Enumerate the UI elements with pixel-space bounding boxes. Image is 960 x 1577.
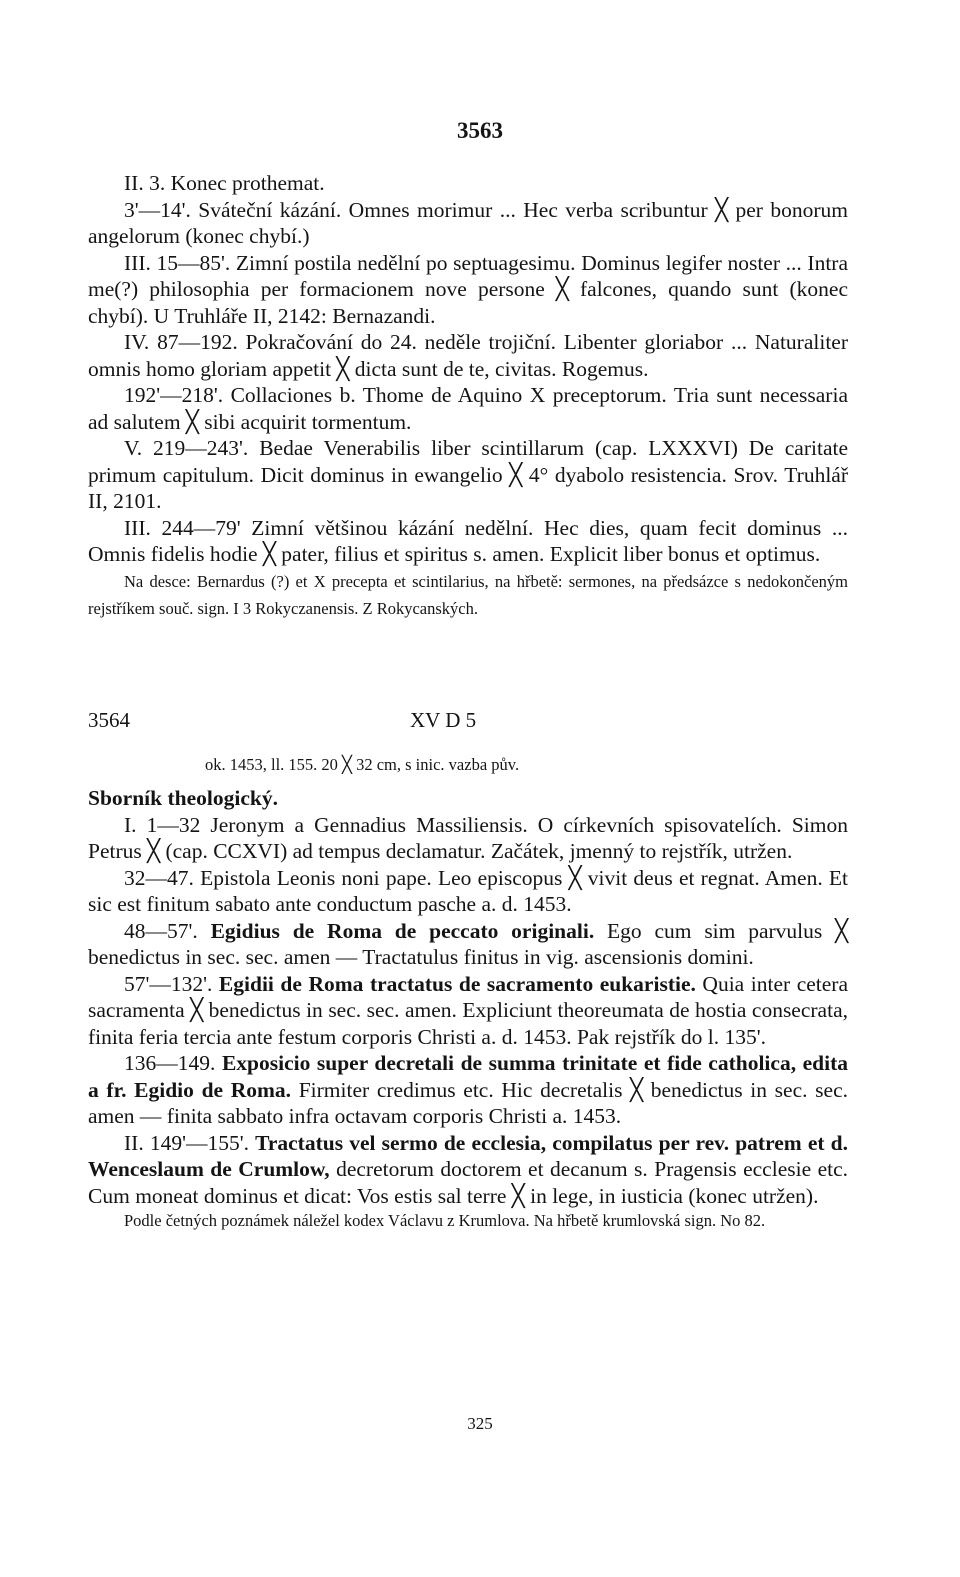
shelfmark: XV D 5 bbox=[410, 708, 477, 732]
folio-range: 136—149. bbox=[124, 1051, 216, 1075]
physical-description: ok. 1453, ll. 155. 20 ╳ 32 cm, s inic. vazba pův. bbox=[205, 755, 520, 774]
entry-header bbox=[88, 708, 848, 738]
incipit-explicit: Firmiter credimus etc. Hic decretalis ╳ benedictus in sec. sec. amen — finita sabbato infra octavam corporis Christi a. 1453. bbox=[88, 1077, 848, 1128]
text-line: III. 15—85'. Zimní postila nedělní po septuagesimu. Dominus legifer noster ... Intra me(?) philosophia per formacionem nove persone ╳ falcones, quando sunt (konec chybí). U Truhláře II, 2142: Bernazandi. bbox=[88, 250, 848, 328]
catalog-entry-3563-continuation bbox=[88, 170, 848, 622]
text-line: 3'—14'. Sváteční kázání. Omnes morimur ... Hec verba scribuntur ╳ per bonorum angelorum (konec chybí.) bbox=[88, 197, 848, 248]
text-line: V. 219—243'. Bedae Venerabilis liber scintillarum (cap. LXXXVI) De caritate primum capitulum. Dicit dominus in ewangelio ╳ 4° dyabolo resistencia. Srov. Truhlář II, 2101. bbox=[88, 436, 848, 513]
work-title: Egidii de Roma tractatus de sacramento eukaristie. bbox=[218, 971, 696, 996]
text-line: 32—47. Epistola Leonis noni pape. Leo episcopus ╳ vivit deus et regnat. Amen. Et sic est finitum sabato ante conductum pasche a. d. 1453. bbox=[88, 865, 848, 916]
text-line: IV. 87—192. Pokračování do 24. neděle trojiční. Libenter gloriabor ... Naturaliter omnis homo gloriam appetit ╳ dicta sunt de te, civitas. Rogemus. bbox=[88, 330, 848, 381]
text-line bbox=[88, 1130, 848, 1210]
work-title: Egidius de Roma de peccato originali. bbox=[210, 918, 595, 943]
incipit-explicit: Ego cum sim parvulus ╳ benedictus in sec. sec. amen — Tractatulus finitus in vig. ascensionis domini. bbox=[88, 918, 849, 969]
incipit-explicit: Quia inter cetera sacramenta ╳ benedictus in sec. sec. amen. Expliciunt theoreumata de hostia consecrata, finita feria tercia ante festum corporis Christi a. d. 1453. Pak rejstřík do l. 135'. bbox=[88, 971, 848, 1049]
text-line bbox=[88, 918, 848, 971]
folio-range: 57'—132'. bbox=[124, 971, 213, 996]
work-title: Exposicio super decretali de summa trinitate et fide catholica, edita a fr. Egidio de Roma. bbox=[88, 1051, 848, 1102]
catalog-entry-3564 bbox=[88, 785, 848, 1233]
page-number-bottom: 325 bbox=[467, 1414, 493, 1433]
work-title: Tractatus vel sermo de ecclesia, compilatus per rev. patrem et d. Wenceslaum de Crumlow, bbox=[88, 1130, 848, 1181]
provenance-note: Na desce: Bernardus (?) et X precepta et scintilarius, na hřbetě: sermones, na předsázce s nedokončeným rejstříkem souč. sign. I 3 Rokyczanensis. Z Rokycanských. bbox=[88, 571, 848, 618]
text-line: I. 1—32 Jeronym a Gennadius Massiliensis. O církevních spisovatelích. Simon Petrus ╳ (cap. CCXVI) ad tempus declamatur. Začátek, jmenný to rejstřík, utržen. bbox=[88, 812, 848, 863]
text-line bbox=[88, 971, 848, 1051]
text-line: II. 3. Konec prothemat. bbox=[124, 171, 325, 195]
provenance-note: Podle četných poznámek náležel kodex Václavu z Krumlova. Na hřbetě krumlovská sign. No 82. bbox=[124, 1211, 766, 1230]
page-number-top: 3563 bbox=[457, 118, 503, 143]
text-line: 192'—218'. Collaciones b. Thome de Aquino X preceptorum. Tria sunt necessaria ad salutem ╳ sibi acquirit tormentum. bbox=[88, 383, 848, 434]
text-line bbox=[88, 1050, 848, 1130]
entry-number: 3564 bbox=[88, 708, 130, 732]
incipit-explicit: decretorum doctorem et decanum s. Pragensis ecclesie etc. Cum moneat dominus et dicat: Vos estis sal terre ╳ in lege, in iusticia (konec utržen). bbox=[88, 1157, 849, 1208]
entry-title: Sborník theologický. bbox=[88, 786, 278, 810]
text-line: III. 244—79' Zimní většinou kázání nedělní. Hec dies, quam fecit dominus ... Omnis fidelis hodie ╳ pater, filius et spiritus s. amen. Explicit liber bonus et optimus. bbox=[88, 515, 848, 566]
folio-range: 48—57'. bbox=[124, 918, 198, 943]
folio-range: II. 149'—155'. bbox=[124, 1130, 249, 1155]
